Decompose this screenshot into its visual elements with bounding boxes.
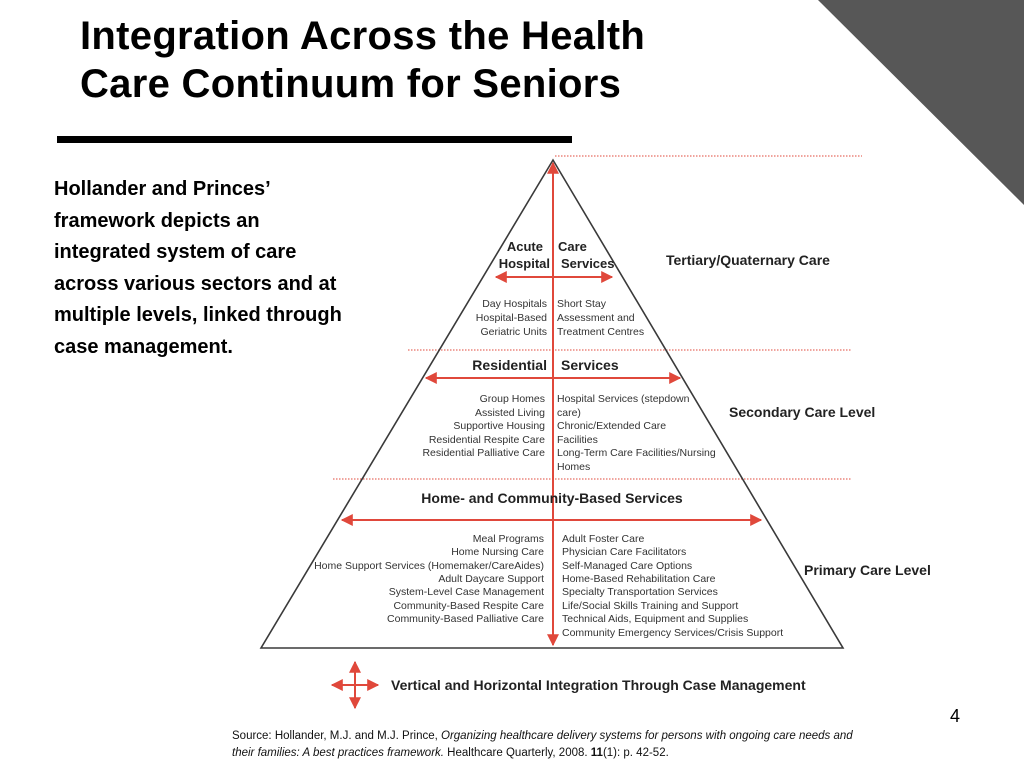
community-right-item: Specialty Transportation Services bbox=[562, 586, 718, 598]
source-prefix: Source: Hollander, M.J. and M.J. Prince, bbox=[232, 730, 442, 742]
residential-left-item: Assisted Living bbox=[474, 407, 545, 419]
community-left-item: Community-Based Palliative Care bbox=[387, 613, 544, 625]
acute-right-list bbox=[557, 298, 644, 338]
title-line-2: Care Continuum for Seniors bbox=[80, 62, 622, 106]
residential-right-item: Hospital Services (stepdown bbox=[557, 393, 690, 405]
residential-services-label: Services bbox=[561, 357, 619, 373]
hospital-label: Hospital bbox=[498, 256, 550, 271]
acute-left-list bbox=[476, 298, 547, 338]
secondary-care-label: Secondary Care Level bbox=[729, 404, 876, 420]
community-left-list bbox=[314, 533, 544, 625]
source-volume: 11 bbox=[590, 747, 603, 759]
title-line-1: Integration Across the Health bbox=[80, 14, 646, 58]
page-number: 4 bbox=[950, 706, 961, 726]
community-left-item: Community-Based Respite Care bbox=[393, 600, 544, 612]
residential-label: Residential bbox=[472, 357, 547, 373]
intro-text: Hollander and Princes’ framework depicts an integrated system of care across various sectors and at multiple levels, linked through case management. bbox=[54, 178, 342, 358]
acute-left-item: Day Hospitals bbox=[482, 298, 547, 310]
source-title: Organizing healthcare delivery systems for persons with ongoing care needs and their families: A best practices framework. bbox=[232, 730, 853, 759]
community-right-item: Technical Aids, Equipment and Supplies bbox=[562, 613, 749, 625]
community-left-item: Meal Programs bbox=[472, 533, 544, 545]
source-citation bbox=[232, 728, 872, 762]
community-left-item: Home Nursing Care bbox=[451, 546, 544, 558]
residential-left-item: Group Homes bbox=[479, 393, 545, 405]
residential-left-item: Supportive Housing bbox=[453, 420, 545, 432]
community-right-item: Self-Managed Care Options bbox=[562, 560, 693, 572]
acute-label: Acute bbox=[506, 239, 543, 254]
primary-care-label: Primary Care Level bbox=[804, 562, 931, 578]
community-right-list bbox=[562, 533, 783, 639]
services-label: Services bbox=[561, 256, 615, 271]
residential-left-item: Residential Palliative Care bbox=[422, 447, 545, 459]
acute-right-item: Assessment and bbox=[557, 312, 635, 324]
residential-left-list bbox=[422, 393, 545, 459]
cross-arrow-icon bbox=[332, 662, 378, 708]
community-right-item: Life/Social Skills Training and Support bbox=[562, 600, 739, 612]
acute-right-item: Treatment Centres bbox=[557, 326, 645, 338]
integration-caption: Vertical and Horizontal Integration Through Case Management bbox=[391, 677, 806, 693]
residential-right-item: Chronic/Extended Care bbox=[557, 420, 667, 432]
community-left-item: System-Level Case Management bbox=[388, 586, 544, 598]
community-right-item: Adult Foster Care bbox=[562, 533, 645, 545]
community-right-item: Home-Based Rehabilitation Care bbox=[562, 573, 716, 585]
residential-right-item: care) bbox=[557, 407, 581, 419]
residential-left-item: Residential Respite Care bbox=[428, 434, 545, 446]
residential-right-item: Facilities bbox=[557, 434, 598, 446]
community-left-item: Adult Daycare Support bbox=[438, 573, 544, 585]
acute-right-item: Short Stay bbox=[557, 298, 607, 310]
community-right-item: Community Emergency Services/Crisis Support bbox=[562, 627, 784, 639]
source-pages: (1): p. 42-52. bbox=[602, 747, 669, 759]
care-label: Care bbox=[558, 239, 587, 254]
community-right-item: Physician Care Facilitators bbox=[562, 546, 687, 558]
community-left-item: Home Support Services (Homemaker/CareAides) bbox=[314, 560, 544, 572]
acute-left-item: Geriatric Units bbox=[480, 326, 547, 338]
source-journal: Healthcare Quarterly, 2008. bbox=[443, 747, 591, 759]
residential-right-list bbox=[557, 393, 716, 473]
tertiary-care-label: Tertiary/Quaternary Care bbox=[666, 252, 830, 268]
community-heading: Home- and Community-Based Services bbox=[421, 490, 683, 506]
residential-right-item: Long-Term Care Facilities/Nursing bbox=[557, 447, 716, 459]
residential-right-item: Homes bbox=[557, 461, 591, 473]
acute-left-item: Hospital-Based bbox=[475, 312, 547, 324]
